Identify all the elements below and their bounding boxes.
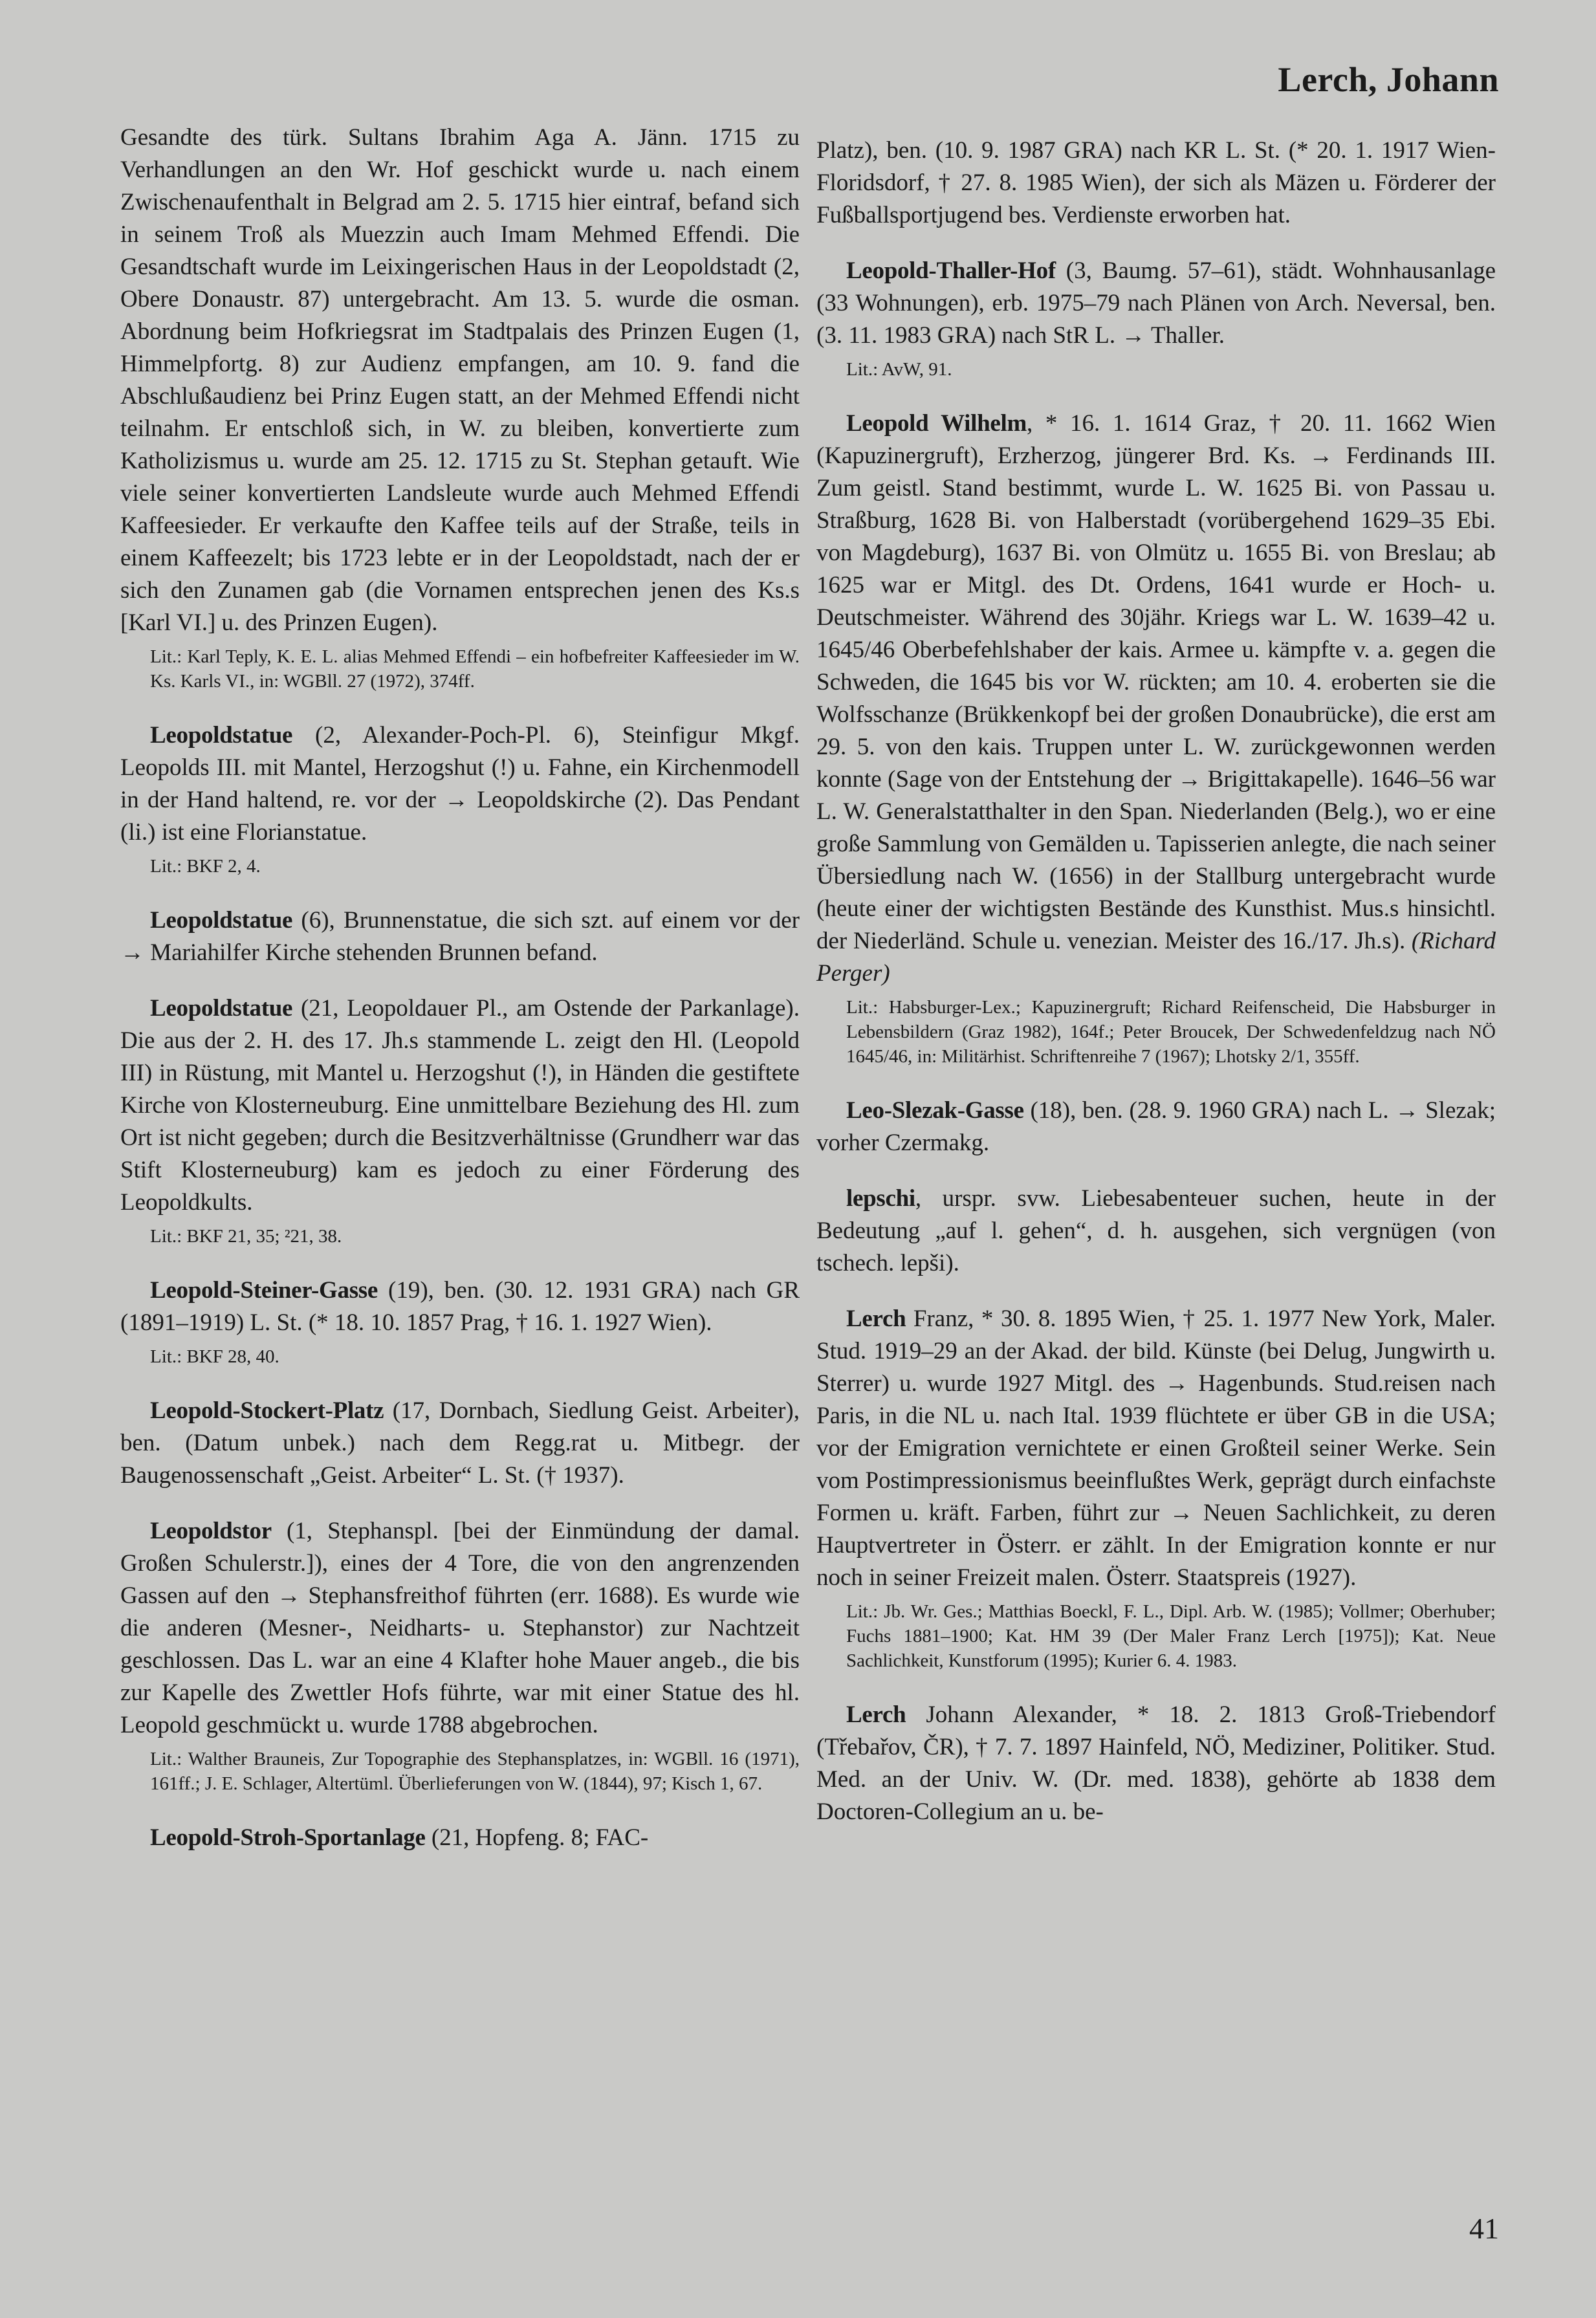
entry-leopold-thaller-hof	[816, 255, 1496, 352]
entry-literature: Lit.: BKF 2, 4.	[150, 856, 261, 877]
entry-text: (18), ben. (28. 9. 1960 GRA) nach L. → Slezak; vorher Czermakg.	[816, 1097, 1496, 1156]
entry-lemma: Leo-Slezak-Gasse	[846, 1097, 1024, 1124]
entry-lemma: Leopold-Stockert-Platz	[150, 1397, 384, 1424]
entry-literature: Lit.: BKF 21, 35; ²21, 38.	[150, 1226, 342, 1247]
entry-leopoldstatue-2	[120, 719, 800, 849]
entry-leopold-wilhelm	[816, 408, 1496, 990]
entry-text: (6), Brunnenstatue, die sich szt. auf einem vor der → Mariahilfer Kirche stehenden Brunnen befand.	[120, 907, 800, 966]
entry-leo-slezak-gasse	[816, 1095, 1496, 1159]
entry-text: , * 16. 1. 1614 Graz, † 20. 11. 1662 Wien (Kapuzinergruft), Erzherzog, jüngerer Brd. Ks. → Ferdinands III. Zum geistl. Stand bestimmt, wurde L. W. 1625 Bi. von Passau u. Straßburg, 1628 Bi. von Halberstadt (vorübergehend 1629–35 Ebi. von Magdeburg), 1637 Bi. von Olmütz u. 1655 Bi. von Breslau; ab 1625 war er Mitgl. des Dt. Ordens, 1641 wurde er Hoch- u. Deutschmeister. Während des 30jähr. Kriegs war L. W. 1639–42 u. 1645/46 Oberbefehlshaber der kais. Armee u. kämpfte v. a. gegen die Schweden, die 1645 bis vor W. rückten; am 10. 4. eroberten sie die Wolfsschanze (Brükkenkopf bei der großen Donaubrücke), die erst am 29. 5. von den kais. Truppen unter L. W. zurückgewonnen werden konnte (Sage von der Entstehung der → Brigittakapelle). 1646–56 war L. W. Generalstatthalter in den Span. Niederlanden (Belg.), wo er eine große Sammlung von Gemälden u. Tapisserien anlegte, die nach seiner Übersiedlung nach W. (1656) in der Stallburg untergebracht wurde (heute einer der wichtigsten Bestände des Kunsthist. Mus.s hinsichtl. der Niederländ. Schule u. venezian. Meister des 16./17. Jh.s).	[816, 410, 1496, 954]
entry-leopold-stockert-platz	[120, 1395, 800, 1492]
entry-lemma: lepschi	[846, 1185, 915, 1212]
left-column	[120, 122, 800, 1877]
entry-literature: Lit.: Walther Brauneis, Zur Topographie des Stephansplatzes, in: WGBll. 16 (1971), 161ff.; J. E. Schlager, Altertüml. Überlieferungen von W. (1844), 97; Kisch 1, 67.	[150, 1749, 800, 1794]
entry-text: Platz), ben. (10. 9. 1987 GRA) nach KR L. St. (* 20. 1. 1917 Wien-Floridsdorf, † 27. 8. 1985 Wien), der sich als Mäzen u. Förderer der Fußballsportjugend bes. Verdienste erworben hat.	[816, 137, 1496, 228]
running-head: Lerch, Johann	[1278, 60, 1499, 99]
entry-author: (Richard Perger)	[816, 928, 1496, 987]
entry-leopoldstatue-21	[120, 992, 800, 1219]
entry-leopoldstatue-6	[120, 904, 800, 969]
entry-lepschi	[816, 1183, 1496, 1280]
entry-literature: Lit.: Karl Teply, K. E. L. alias Mehmed Effendi – ein hofbefreiter Kaffeesieder im W. Ks. Karls VI., in: WGBll. 27 (1972), 374ff.	[150, 646, 800, 692]
entry-literature: Lit.: Habsburger-Lex.; Kapuzinergruft; Richard Reifenscheid, Die Habsburger in Lebensbildern (Graz 1982), 164f.; Peter Broucek, Der Schwedenfeldzug nach NÖ 1645/46, in: Militärhist. Schriftenreihe 7 (1967); Lhotsky 2/1, 355ff.	[846, 997, 1496, 1067]
entry-literature: Lit.: Jb. Wr. Ges.; Matthias Boeckl, F. L., Dipl. Arb. W. (1985); Vollmer; Oberhuber; Fuchs 1881–1900; Kat. HM 39 (Der Maler Franz Lerch [1975]); Kat. Neue Sachlichkeit, Kunstforum (1995); Kurier 6. 4. 1983.	[846, 1601, 1496, 1671]
entry-literature: Lit.: AvW, 91.	[846, 359, 952, 380]
entry-lerch-johann	[816, 1699, 1496, 1828]
entry-text: (17, Dornbach, Siedlung Geist. Arbeiter), ben. (Datum unbek.) nach dem Regg.rat u. Mitbegr. der Baugenossenschaft „Geist. Arbeiter“ L. St. († 1937).	[120, 1397, 800, 1489]
entry-lemma: Leopoldstatue	[150, 995, 293, 1022]
entry-text: (3, Baumg. 57–61), städt. Wohnhausanlage (33 Wohnungen), erb. 1975–79 nach Plänen von Arch. Neversal, ben. (3. 11. 1983 GRA) nach StR L. → Thaller.	[816, 257, 1496, 349]
entry-lemma: Lerch	[846, 1306, 906, 1332]
entry-text: (19), ben. (30. 12. 1931 GRA) nach GR (1891–1919) L. St. (* 18. 10. 1857 Prag, † 16. 1. 1927 Wien).	[120, 1277, 800, 1336]
entry-lemma: Leopold-Steiner-Gasse	[150, 1277, 378, 1304]
entry-text: (1, Stephanspl. [bei der Einmündung der damal. Großen Schulerstr.]), eines der 4 Tore, die von den angrenzenden Gassen auf den → Stephansfreithof führten (err. 1688). Es wurde wie die anderen (Mesner-, Neidharts- u. Stephanstor) zur Nachtzeit geschlossen. Das L. war an eine 4 Klafter hohe Mauer angeb., die bis zur Kapelle des Zwettler Hofs führte, war mit einer Statue des hl. Leopold geschmückt u. wurde 1788 abgebrochen.	[120, 1518, 800, 1738]
entry-lemma: Leopoldstatue	[150, 907, 293, 934]
right-column	[816, 135, 1496, 1852]
entry-lemma: Leopold-Stroh-Sportanlage	[150, 1824, 426, 1851]
entry-text: Franz, * 30. 8. 1895 Wien, † 25. 1. 1977 New York, Maler. Stud. 1919–29 an der Akad. der bild. Künste (bei Delug, Jungwirth u. Sterrer) u. wurde 1927 Mitgl. des → Hagenbunds. Stud.reisen nach Paris, in die NL u. nach Ital. 1939 flüchtete er über GB in die USA; vor der Emigration vernichtete er einen Großteil seiner Werke. Sein vom Postimpressionismus beeinflußtes Werk, geprägt durch einfachste Formen u. kräft. Farben, führt zur → Neuen Sachlichkeit, zu deren Hauptvertreter in Österr. er zählt. In der Emigration konnte er nur noch in seiner Freizeit malen. Österr. Staatspreis (1927).	[816, 1306, 1496, 1591]
entry-lerch-franz	[816, 1303, 1496, 1594]
entry-leopold-stroh-sportanlage	[120, 1822, 800, 1854]
entry-text: Gesandte des türk. Sultans Ibrahim Aga A. Jänn. 1715 zu Verhandlungen an den Wr. Hof geschickt wurde u. nach einem Zwischenaufenthalt in Belgrad am 2. 5. 1715 hier eintraf, befand sich in seinem Troß als Muezzin auch Imam Mehmed Effendi. Die Gesandtschaft wurde im Leixingerischen Haus in der Leopoldstadt (2, Obere Donaustr. 87) untergebracht. Am 13. 5. wurde die osman. Abordnung beim Hofkriegsrat im Stadtpalais des Prinzen Eugen (1, Himmelpfortg. 8) zur Audienz empfangen, am 10. 9. fand die Abschlußaudienz bei Prinz Eugen statt, an der Mehmed Effendi nicht teilnahm. Er entschloß sich, in W. zu bleiben, konvertierte zum Katholizismus u. wurde am 25. 12. 1715 zu St. Stephan getauft. Wie viele seiner konvertierten Landsleute wurde auch Mehmed Effendi Kaffeesieder. Er verkaufte den Kaffee teils auf der Straße, teils in einem Kaffeezelt; bis 1723 lebte er in der Leopoldstadt, nach der er sich den Zunamen gab (die Vornamen entsprechen jenen des Ks.s [Karl VI.] u. des Prinzen Eugen).	[120, 124, 800, 636]
entry-leopold-steiner-gasse	[120, 1274, 800, 1339]
entry-lemma: Leopoldstatue	[150, 722, 293, 749]
entry-lemma: Leopoldstor	[150, 1518, 272, 1544]
entry-text: Johann Alexander, * 18. 2. 1813 Groß-Triebendorf (Třebařov, ČR), † 7. 7. 1897 Hainfeld, NÖ, Mediziner, Politiker. Stud. Med. an der Univ. W. (Dr. med. 1838), gehörte ab 1838 dem Doctoren-Collegium an u. be-	[816, 1701, 1496, 1825]
entry-text: (2, Alexander-Poch-Pl. 6), Steinfigur Mkgf. Leopolds III. mit Mantel, Herzogshut (!) u. Fahne, ein Kirchenmodell in der Hand haltend, re. vor der → Leopoldskirche (2). Das Pendant (li.) ist eine Florianstatue.	[120, 722, 800, 846]
entry-lemma: Leopold-Thaller-Hof	[846, 257, 1056, 284]
entry-gesandte	[120, 122, 800, 639]
entry-leopoldstor	[120, 1515, 800, 1742]
entry-lemma: Leopold Wilhelm	[846, 410, 1027, 437]
entry-literature: Lit.: BKF 28, 40.	[150, 1346, 279, 1367]
entry-lemma: Lerch	[846, 1701, 906, 1728]
entry-text: , urspr. svw. Liebesabenteuer suchen, heute in der Bedeutung „auf l. gehen“, d. h. ausgehen, sich vergnügen (von tschech. lepši).	[816, 1185, 1496, 1276]
entry-text: (21, Leopoldauer Pl., am Ostende der Parkanlage). Die aus der 2. H. des 17. Jh.s stammende L. zeigt den Hl. (Leopold III) in Rüstung, mit Mantel u. Herzogshut (!), in Händen die gestiftete Kirche von Klosterneuburg. Eine unmittelbare Beziehung des Hl. zum Ort ist nicht gegeben; durch die Besitzverhältnisse (Grundherr war das Stift Klosterneuburg) kam es jedoch zu einer Förderung des Leopoldkults.	[120, 995, 800, 1216]
page-number: 41	[1469, 2212, 1499, 2245]
entry-text: (21, Hopfeng. 8; FAC-	[425, 1824, 649, 1851]
entry-stroh-continued	[816, 135, 1496, 232]
